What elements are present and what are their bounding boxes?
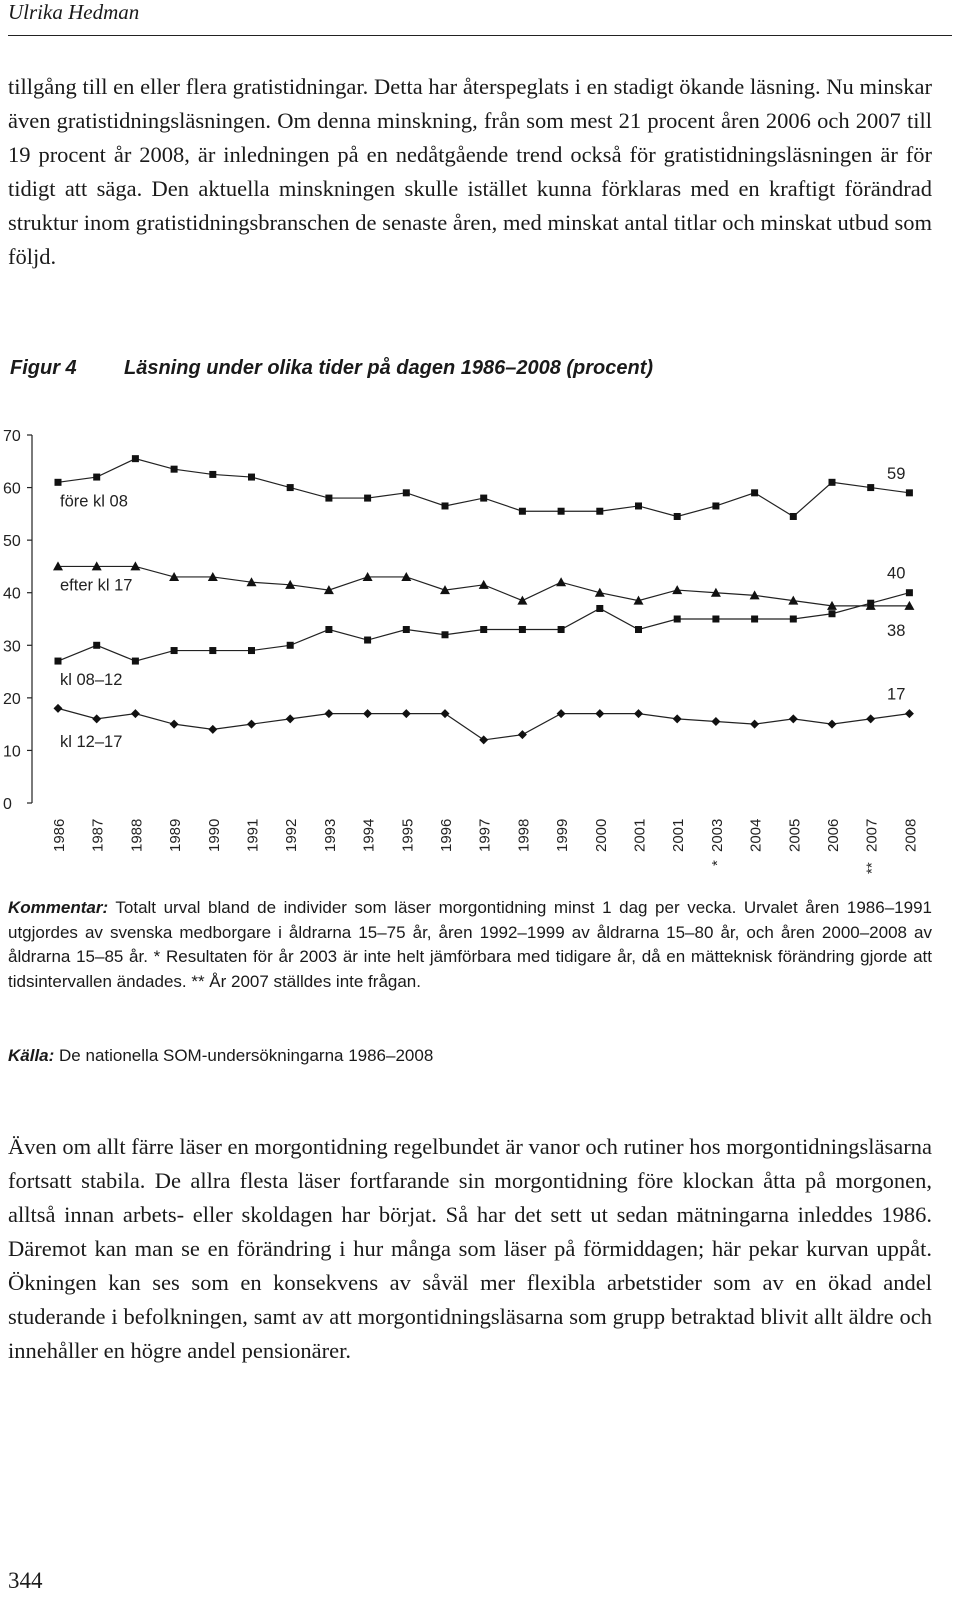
data-point-diamond <box>905 709 914 718</box>
data-point-diamond <box>54 704 63 713</box>
series-name-label: kl 12–17 <box>60 732 123 751</box>
data-point-square <box>171 466 178 473</box>
y-tick-label: 20 <box>3 690 21 708</box>
x-tick-label: 2006 <box>825 818 842 852</box>
x-tick-label: 2001 <box>670 818 688 852</box>
data-point-square <box>442 502 449 509</box>
data-point-diamond <box>286 714 295 723</box>
end-value-label: 38 <box>887 621 906 640</box>
x-tick-label: 1988 <box>128 818 146 852</box>
x-tick-label: 1987 <box>89 818 107 852</box>
source-label: Källa: <box>8 1046 55 1065</box>
x-tick-label: 1995 <box>399 818 417 852</box>
data-point-diamond <box>673 714 682 723</box>
data-point-diamond <box>595 709 604 718</box>
chart-series <box>53 455 914 744</box>
data-point-diamond <box>479 735 488 744</box>
data-point-square <box>635 502 642 509</box>
data-point-square <box>596 605 603 612</box>
y-tick-label: 40 <box>3 585 21 603</box>
x-tick-label: 1994 <box>360 818 378 852</box>
data-point-diamond <box>131 709 140 718</box>
data-point-diamond <box>518 730 527 739</box>
y-tick-label: 50 <box>3 533 21 551</box>
data-point-square <box>519 508 526 515</box>
data-point-square <box>480 495 487 502</box>
data-point-triangle <box>672 585 682 594</box>
comment-text: Totalt urval bland de individer som läser morgontidning minst 1 dag per vecka. Urvalet åren 1986–1991 utgjordes av svenska medborgare i åldrarna 15–75 år, åren 1992–1999 av åldrarna 15–80 år, och åren 2000–2008 av åldrarna 15–85 år. * Resultaten för år 2003 är inte helt jämförbara med tidigare år, då en mätteknisk förändring gjorde att tidsintervallen ändades. ** År 2007 ställdes inte frågan. <box>8 898 932 991</box>
data-point-square <box>906 589 913 596</box>
x-tick-label: 1999 <box>554 818 572 852</box>
y-tick-label: 30 <box>3 638 21 656</box>
data-point-diamond <box>170 720 179 729</box>
figure-comment <box>8 896 932 994</box>
figure-source <box>8 1046 433 1066</box>
data-point-square <box>906 489 913 496</box>
data-point-square <box>635 626 642 633</box>
y-tick-label: 0 <box>3 796 12 813</box>
data-point-triangle <box>517 596 527 605</box>
running-head: Ulrika Hedman <box>8 0 140 24</box>
series-line <box>58 708 909 740</box>
chart-axes <box>3 428 919 874</box>
body-paragraph-1: tillgång till en eller flera gratistidningar. Detta har återspeglats i en stadigt ökande läsning. Nu minskar även gratistidningsläsningen. Om denna minskning, från som mest 21 procent åren 2006 och 2007 till 19 procent år 2008, är inledningen på en nedåtgående trend också för gratistidningsläsningen är för tidigt att säga. Den aktuella minskningen skulle istället kunna förklaras med en kraftigt förändrad struktur inom gratistidningsbranschen de senaste åren, med minskat antal titlar och minskat utbud som följd. <box>8 74 932 269</box>
data-point-square <box>829 610 836 617</box>
x-tick-label: 2007 <box>863 818 881 852</box>
data-point-square <box>325 495 332 502</box>
data-point-square <box>132 455 139 462</box>
data-point-diamond <box>441 709 450 718</box>
data-point-square <box>442 631 449 638</box>
data-point-diamond <box>789 714 798 723</box>
data-point-square <box>287 484 294 491</box>
x-tick-label: 2004 <box>747 818 765 852</box>
data-point-square <box>403 489 410 496</box>
x-tick-label: 2005 <box>786 818 804 852</box>
data-point-diamond <box>711 717 720 726</box>
page-number: 344 <box>8 1568 43 1593</box>
data-point-square <box>867 484 874 491</box>
data-point-diamond <box>866 714 875 723</box>
data-point-diamond <box>402 709 411 718</box>
data-point-square <box>209 471 216 478</box>
data-point-square <box>790 513 797 520</box>
x-tick-label: 1989 <box>167 818 185 852</box>
data-point-square <box>519 626 526 633</box>
end-value-label: 59 <box>887 464 906 483</box>
data-point-square <box>93 474 100 481</box>
data-point-square <box>403 626 410 633</box>
figure-label: Figur 4 <box>10 357 77 379</box>
data-point-diamond <box>750 720 759 729</box>
data-point-square <box>209 647 216 654</box>
data-point-square <box>829 479 836 486</box>
x-tick-label: 1998 <box>515 818 533 852</box>
y-tick-label: 10 <box>3 743 21 761</box>
data-point-square <box>712 616 719 623</box>
data-point-square <box>790 616 797 623</box>
data-point-diamond <box>92 714 101 723</box>
data-point-diamond <box>634 709 643 718</box>
data-point-square <box>55 658 62 665</box>
x-tick-label: 1993 <box>321 818 339 852</box>
y-tick-label: 60 <box>3 480 21 498</box>
data-point-diamond <box>324 709 333 718</box>
data-point-square <box>867 600 874 607</box>
series-name-label: före kl 08 <box>60 492 128 511</box>
figure-title: Läsning under olika tider på dagen 1986–2008 (procent) <box>124 357 654 379</box>
data-point-square <box>93 642 100 649</box>
data-point-diamond <box>557 709 566 718</box>
data-point-square <box>558 508 565 515</box>
x-tick-label: 2003 <box>708 818 726 852</box>
data-point-square <box>287 642 294 649</box>
data-point-square <box>674 513 681 520</box>
data-point-diamond <box>828 720 837 729</box>
line-chart <box>0 420 960 890</box>
end-value-label: 40 <box>887 564 906 583</box>
header-rule <box>8 35 952 36</box>
series-name-label: kl 08–12 <box>60 671 123 690</box>
data-point-diamond <box>363 709 372 718</box>
data-point-square <box>171 647 178 654</box>
x-tick-label: 2000 <box>592 818 610 852</box>
x-tick-label: 1996 <box>438 818 455 852</box>
x-tick-label: 1991 <box>244 818 262 852</box>
data-point-triangle <box>556 577 566 586</box>
data-point-square <box>558 626 565 633</box>
data-point-square <box>364 495 371 502</box>
x-tick-label: 2001 <box>631 818 649 852</box>
y-tick-label: 70 <box>3 428 21 445</box>
data-point-square <box>674 616 681 623</box>
data-point-diamond <box>208 725 217 734</box>
data-point-square <box>751 489 758 496</box>
x-tick-note: * <box>708 860 726 866</box>
x-tick-label: 1986 <box>51 818 68 852</box>
data-point-square <box>596 508 603 515</box>
data-point-diamond <box>247 720 256 729</box>
series-name-label: efter kl 17 <box>60 576 133 595</box>
source-text: De nationella SOM-undersökningarna 1986–2008 <box>59 1046 434 1065</box>
data-point-square <box>364 637 371 644</box>
data-point-square <box>325 626 332 633</box>
series-line <box>58 459 909 517</box>
x-tick-label: 1990 <box>205 818 223 852</box>
data-point-square <box>751 616 758 623</box>
data-point-square <box>712 502 719 509</box>
data-point-square <box>480 626 487 633</box>
x-tick-note: ** <box>863 862 881 874</box>
data-point-square <box>55 479 62 486</box>
data-point-square <box>248 474 255 481</box>
body-paragraph-2: Även om allt färre läser en morgontidning regelbundet är vanor och rutiner hos morgontidningsläsarna fortsatt stabila. De allra flesta läser fortfarande sin morgontidning före klockan åtta på morgonen, alltså innan arbets- eller skoldagen har börjat. Så har det sett ut sedan mätningarna inleddes 1986. Däremot kan man se en förändring i hur många som läser på förmiddagen; här pekar kurvan uppåt. Ökningen kan ses som en konsekvens av såväl mer flexibla arbetstider som av en ökad andel studerande i befolkningen, samt av att morgontidningsläsarna som grupp betraktad blivit allt äldre och innehåller en högre andel pensionärer. <box>8 1134 932 1363</box>
data-point-triangle <box>479 580 489 589</box>
comment-label: Kommentar: <box>8 898 109 917</box>
x-tick-label: 1997 <box>476 818 494 852</box>
end-value-label: 17 <box>887 685 906 704</box>
data-point-square <box>248 647 255 654</box>
x-tick-label: 2008 <box>902 818 920 852</box>
x-tick-label: 1992 <box>283 818 301 852</box>
data-point-square <box>132 658 139 665</box>
